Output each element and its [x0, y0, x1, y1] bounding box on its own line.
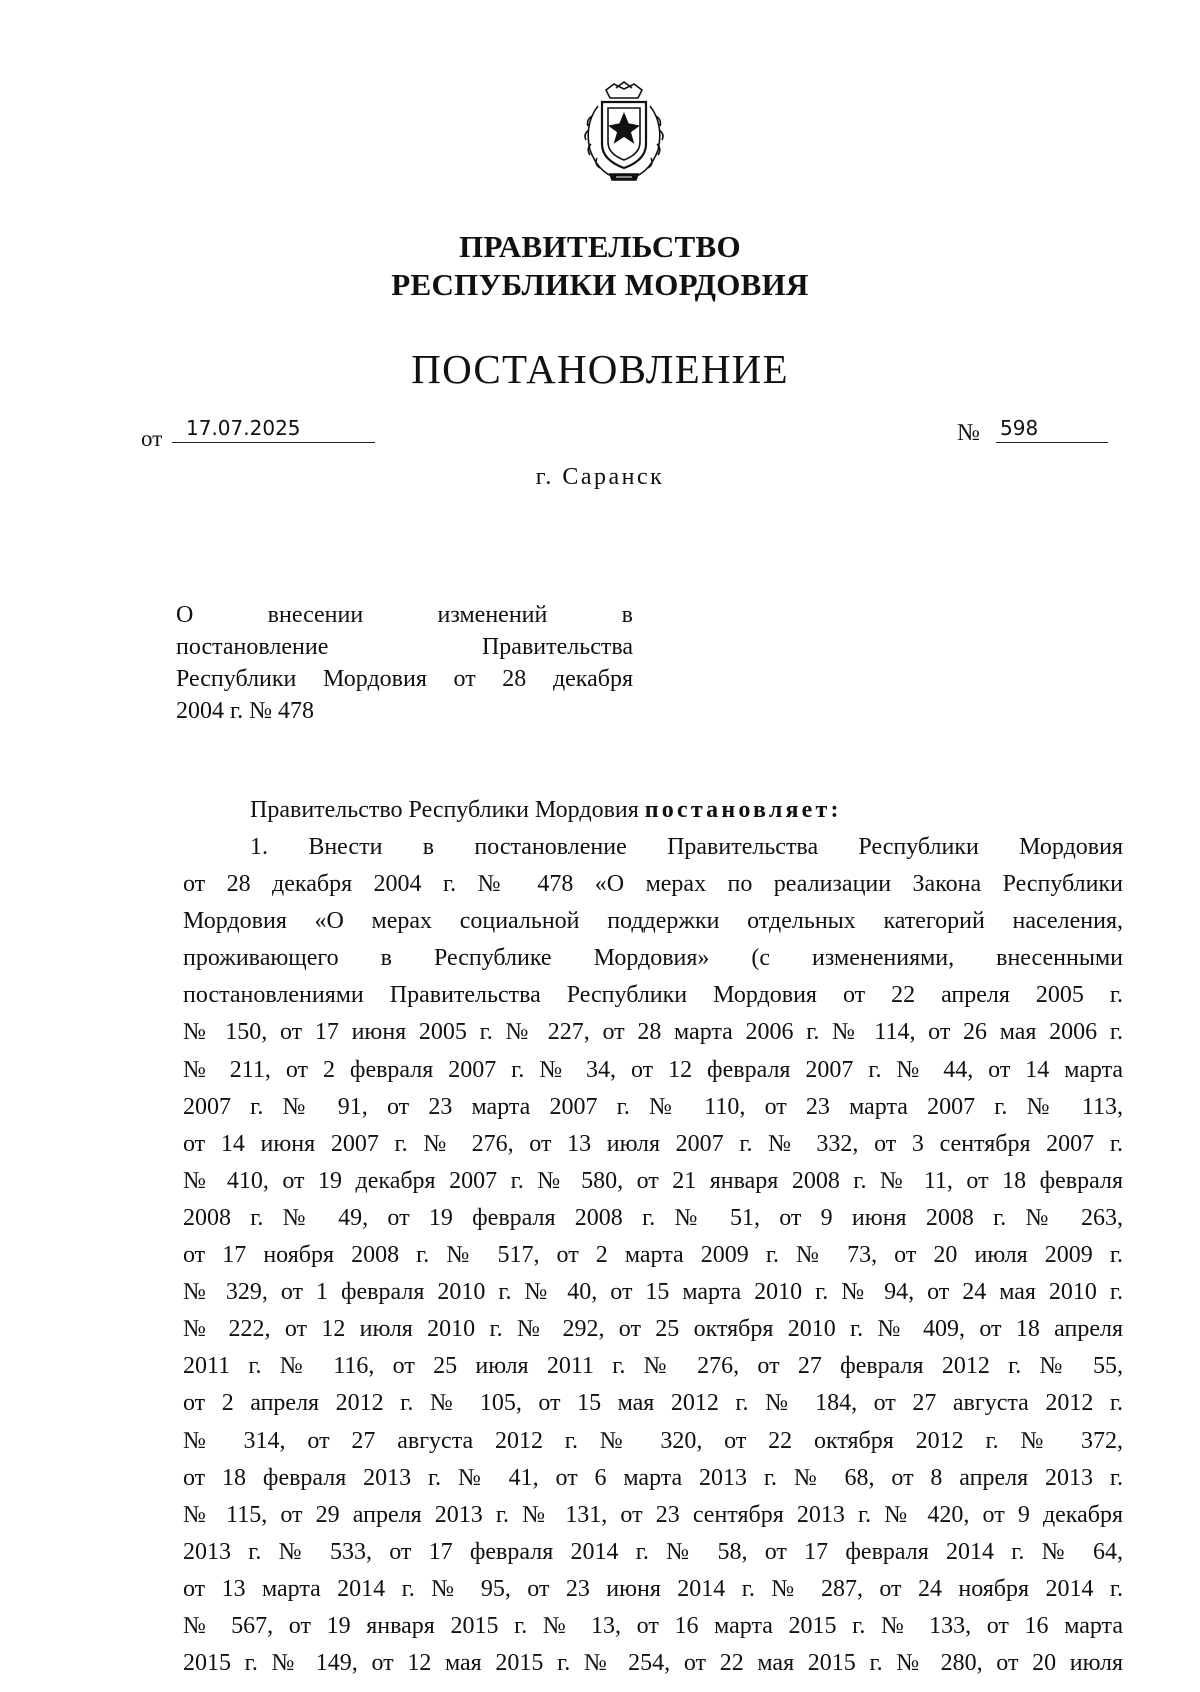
body-line: от 14 июня 2007 г. № 276, от 13 июля 2007 г. № 332, от 3 сентября 2007 г.	[183, 1130, 1123, 1157]
body-line: 2015 г. № 149, от 12 мая 2015 г. № 254, от 22 мая 2015 г. № 280, от 20 июля	[183, 1650, 1123, 1677]
coat-of-arms-emblem-icon	[576, 80, 672, 186]
body-line: от 13 марта 2014 г. № 95, от 23 июня 2014 г. № 287, от 24 ноября 2014 г.	[183, 1575, 1123, 1602]
subject-line: О внесении изменений в	[176, 602, 633, 628]
body-line: от 28 декабря 2004 г. № 478 «О мерах по реализации Закона Республики	[183, 871, 1123, 898]
number-prefix: №	[957, 420, 980, 446]
body-line: № 567, от 19 января 2015 г. № 13, от 16 марта 2015 г. № 133, от 16 марта	[183, 1612, 1123, 1639]
city-line: г. Саранск	[535, 464, 665, 490]
document-date-field: 17.07.2025	[172, 413, 375, 443]
body-line: № 314, от 27 августа 2012 г. № 320, от 22 октября 2012 г. № 372,	[183, 1427, 1123, 1454]
preamble	[250, 792, 842, 828]
body-line: 2013 г. № 533, от 17 февраля 2014 г. № 58, от 17 февраля 2014 г. № 64,	[183, 1538, 1123, 1565]
body-line: Мордовия «О мерах социальной поддержки отдельных категорий населения,	[183, 908, 1123, 935]
subject-line: Республики Мордовия от 28 декабря	[176, 666, 633, 692]
body-line: от 17 ноября 2008 г. № 517, от 2 марта 2009 г. № 73, от 20 июля 2009 г.	[183, 1242, 1123, 1269]
body-line: постановлениями Правительства Республики Мордовия от 22 апреля 2005 г.	[183, 982, 1123, 1009]
document-type-title: ПОСТАНОВЛЕНИЕ	[411, 346, 789, 392]
government-title-line1: ПРАВИТЕЛЬСТВО	[459, 229, 741, 264]
date-prefix: от	[141, 426, 163, 451]
body-line: № 150, от 17 июня 2005 г. № 227, от 28 марта 2006 г. № 114, от 26 мая 2006 г.	[183, 1019, 1123, 1046]
subject-block	[176, 599, 633, 727]
body-line: от 18 февраля 2013 г. № 41, от 6 марта 2013 г. № 68, от 8 апреля 2013 г.	[183, 1464, 1123, 1491]
body-line: проживающего в Республике Мордовия» (с изменениями, внесенными	[183, 945, 1123, 972]
subject-line: 2004 г. № 478	[176, 698, 315, 724]
body-text	[183, 829, 1123, 1682]
preamble-text: Правительство Республики Мордовия	[250, 797, 645, 823]
government-title-line2: РЕСПУБЛИКИ МОРДОВИЯ	[391, 267, 809, 302]
body-line: № 329, от 1 февраля 2010 г. № 40, от 15 марта 2010 г. № 94, от 24 мая 2010 г.	[183, 1279, 1123, 1306]
subject-line: постановление Правительства	[176, 634, 633, 660]
body-line: № 410, от 19 декабря 2007 г. № 580, от 21 января 2008 г. № 11, от 18 февраля	[183, 1167, 1123, 1194]
body-line: 2007 г. № 91, от 23 марта 2007 г. № 110, от 23 марта 2007 г. № 113,	[183, 1093, 1123, 1120]
body-line: № 211, от 2 февраля 2007 г. № 34, от 12 февраля 2007 г. № 44, от 14 марта	[183, 1056, 1123, 1083]
decree-word: постановляет:	[644, 797, 842, 823]
body-line: 2008 г. № 49, от 19 февраля 2008 г. № 51, от 9 июня 2008 г. № 263,	[183, 1204, 1123, 1231]
body-line: от 2 апреля 2012 г. № 105, от 15 мая 2012 г. № 184, от 27 августа 2012 г.	[183, 1390, 1123, 1417]
body-line: 2011 г. № 116, от 25 июля 2011 г. № 276, от 27 февраля 2012 г. № 55,	[183, 1353, 1123, 1380]
body-line: № 222, от 12 июля 2010 г. № 292, от 25 октября 2010 г. № 409, от 18 апреля	[183, 1316, 1123, 1343]
document-number-field: 598	[996, 413, 1108, 443]
body-line: № 115, от 29 апреля 2013 г. № 131, от 23 сентября 2013 г. № 420, от 9 декабря	[183, 1501, 1123, 1528]
body-line: 1. Внести в постановление Правительства Республики Мордовия	[250, 834, 1123, 860]
